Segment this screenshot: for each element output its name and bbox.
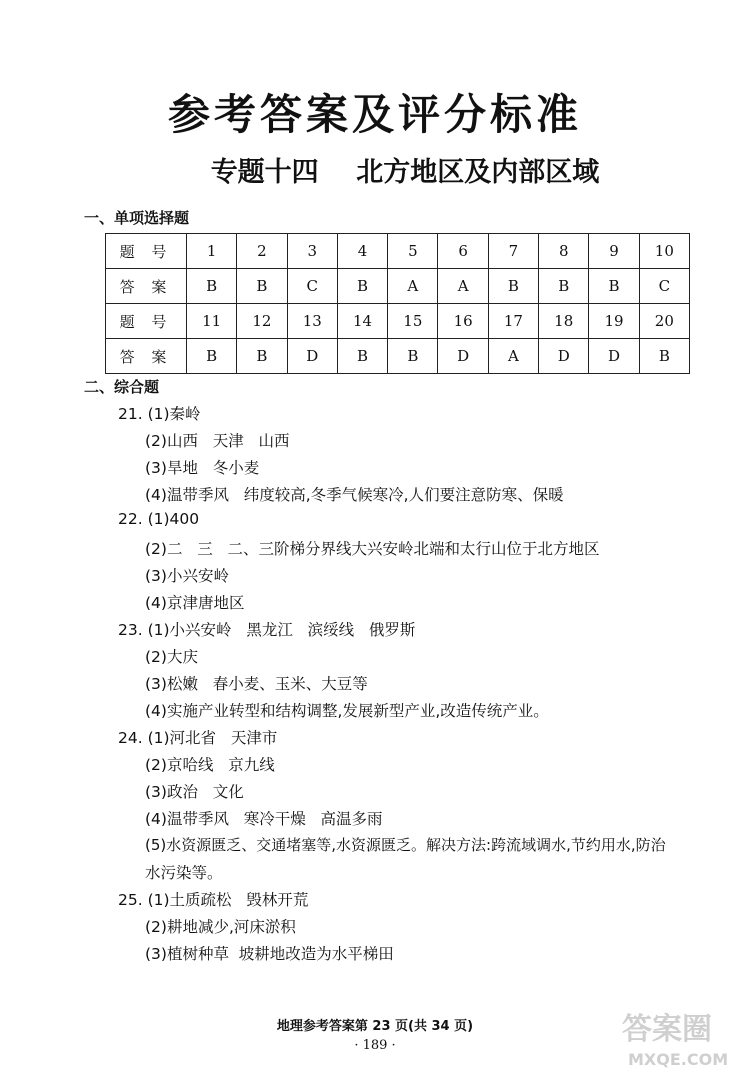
page-footer: 地理参考答案第 23 页(共 34 页): [276, 1019, 474, 1034]
answer-line: 23. (1)小兴安岭 黑龙江 滨绥线 俄罗斯: [118, 621, 416, 639]
answer-line: (3)松嫩 春小麦、玉米、大豆等: [145, 675, 368, 693]
table-cell: B: [337, 339, 387, 374]
table-cell: 15: [388, 304, 438, 339]
table-cell: B: [639, 339, 689, 374]
answer-line: (4)实施产业转型和结构调整,发展新型产业,改造传统产业。: [145, 702, 549, 720]
table-cell: 1: [187, 234, 237, 269]
answer-line: (2)大庆: [145, 648, 198, 666]
table-cell: D: [589, 339, 639, 374]
table-cell: 4: [337, 234, 387, 269]
table-cell: 7: [488, 234, 538, 269]
table-cell: 12: [237, 304, 287, 339]
table-row: [106, 339, 690, 374]
table-header-cell: 题 号: [106, 304, 187, 339]
page-title: 参考答案及评分标准: [167, 90, 582, 139]
answer-line: (2)二 三 二、三阶梯分界线大兴安岭北端和太行山位于北方地区: [145, 540, 600, 558]
table-cell: 11: [187, 304, 237, 339]
answer-line: 24. (1)河北省 天津市: [118, 729, 278, 747]
answer-line: (4)京津唐地区: [145, 594, 245, 612]
table-cell: B: [388, 339, 438, 374]
table-cell: D: [539, 339, 589, 374]
table-cell: 3: [287, 234, 337, 269]
answer-line: (4)温带季风 寒冷干燥 高温多雨: [145, 810, 383, 828]
section-heading-choice: 一、单项选择题: [84, 209, 190, 227]
table-cell: D: [287, 339, 337, 374]
table-cell: 13: [287, 304, 337, 339]
table-cell: B: [488, 269, 538, 304]
watermark-logo: [618, 1002, 742, 1074]
answer-line: 水污染等。: [145, 864, 223, 882]
table-cell: 17: [488, 304, 538, 339]
table-cell: 14: [337, 304, 387, 339]
table-cell: D: [438, 339, 488, 374]
table-cell: C: [639, 269, 689, 304]
answer-line: (3)政治 文化: [145, 783, 244, 801]
page-number: · 189 ·: [354, 1038, 396, 1053]
table-header-cell: 答 案: [106, 269, 187, 304]
watermark-url: MXQE.COM: [628, 1050, 729, 1069]
table-cell: B: [237, 339, 287, 374]
table-cell: B: [589, 269, 639, 304]
table-cell: 5: [388, 234, 438, 269]
answer-line: (2)山西 天津 山西: [145, 432, 290, 450]
table-cell: 20: [639, 304, 689, 339]
table-row: [106, 304, 690, 339]
answer-line: (3)旱地 冬小麦: [145, 459, 260, 477]
answer-line: (2)京哈线 京九线: [145, 756, 275, 774]
table-cell: A: [488, 339, 538, 374]
table-header-cell: 题 号: [106, 234, 187, 269]
table-row: [106, 269, 690, 304]
table-cell: 6: [438, 234, 488, 269]
answer-line: (3)小兴安岭: [145, 567, 229, 585]
answer-line: (2)耕地减少,河床淤积: [145, 918, 296, 936]
table-cell: B: [187, 339, 237, 374]
table-cell: 16: [438, 304, 488, 339]
answer-line: (5)水资源匮乏、交通堵塞等,水资源匮乏。解决方法:跨流域调水,节约用水,防治: [145, 836, 666, 854]
table-cell: A: [438, 269, 488, 304]
answer-line: 25. (1)土质疏松 毁林开荒: [118, 891, 309, 909]
answer-line: (3)植树种草 坡耕地改造为水平梯田: [145, 945, 394, 963]
table-cell: 9: [589, 234, 639, 269]
chapter-subtitle: 专题十四 北方地区及内部区域: [210, 157, 600, 188]
table-cell: B: [337, 269, 387, 304]
table-cell: C: [287, 269, 337, 304]
table-header-cell: 答 案: [106, 339, 187, 374]
table-cell: 2: [237, 234, 287, 269]
table-cell: A: [388, 269, 438, 304]
table-cell: B: [539, 269, 589, 304]
table-cell: 10: [639, 234, 689, 269]
answer-line: 22. (1)400: [118, 510, 200, 528]
table-cell: 18: [539, 304, 589, 339]
answer-line: (4)温带季风 纬度较高,冬季气候寒冷,人们要注意防寒、保暖: [145, 486, 564, 504]
section-heading-comprehensive: 二、综合题: [84, 378, 160, 396]
watermark-title: 答案圈: [622, 1012, 712, 1047]
table-cell: 19: [589, 304, 639, 339]
table-cell: B: [187, 269, 237, 304]
table-cell: 8: [539, 234, 589, 269]
answer-table: [105, 233, 690, 374]
table-cell: B: [237, 269, 287, 304]
table-row: [106, 234, 690, 269]
answer-line: 21. (1)秦岭: [118, 405, 201, 423]
